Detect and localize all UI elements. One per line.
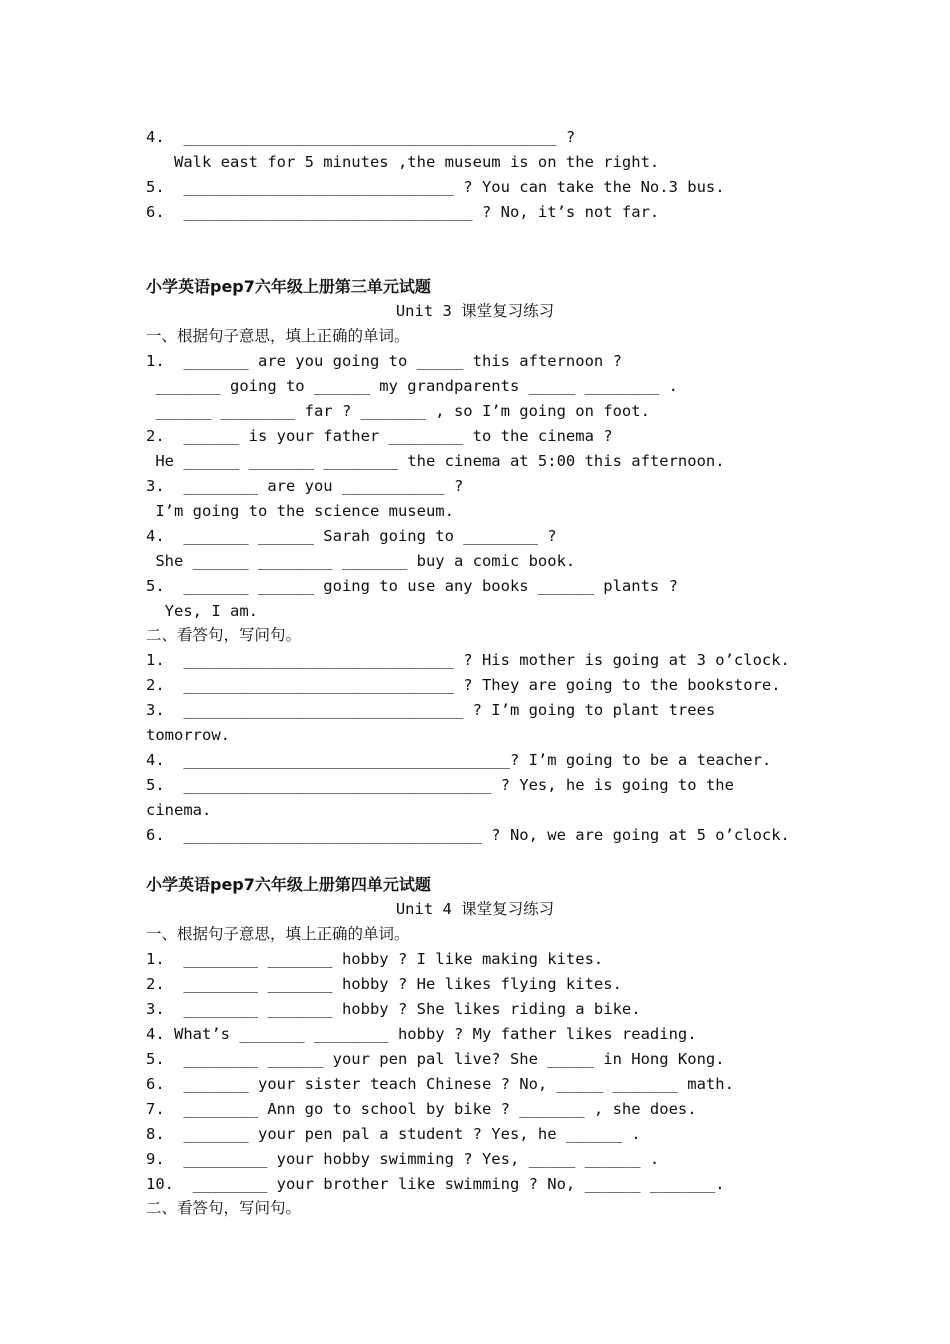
fill-line: She ______ ________ _______ buy a comic book. (146, 552, 576, 570)
fill-line: 1. ________ _______ hobby ? I like making kites. (146, 950, 604, 968)
fill-line: He ______ _______ ________ the cinema at 5:00 this afternoon. (146, 452, 725, 470)
fill-line: ______ ________ far ? _______ , so I’m going on foot. (146, 402, 650, 420)
unit3-part2-heading: 二、看答句，写问句。 (146, 626, 302, 644)
fill-line: _______ going to ______ my grandparents _____ ________ . (146, 377, 678, 395)
fill-line: 4. What’s _______ ________ hobby ? My father likes reading. (146, 1025, 697, 1043)
fill-line: 1. _______ are you going to _____ this afternoon ? (146, 352, 622, 370)
fill-line: 5. _______ ______ going to use any books ______ plants ? (146, 577, 678, 595)
question-line: cinema. (146, 801, 212, 819)
question-line: 6. ________________________________ ? No, we are going at 5 o’clock. (146, 826, 790, 844)
question-line: 5. _____________________________ ? You can take the No.3 bus. (146, 178, 725, 196)
fill-line: 4. _______ ______ Sarah going to ________ ? (146, 527, 557, 545)
unit4-title: 小学英语pep7六年级上册第四单元试题 (146, 875, 431, 894)
question-line: 6. _______________________________ ? No, it’s not far. (146, 203, 660, 221)
fill-line: 6. _______ your sister teach Chinese ? No, _____ _______ math. (146, 1075, 734, 1093)
fill-line: 2. ________ _______ hobby ? He likes flying kites. (146, 975, 622, 993)
unit4-subtitle: Unit 4 课堂复习练习 (395, 900, 555, 918)
question-line: 4. ___________________________________? I’m going to be a teacher. (146, 751, 772, 769)
unit3-subtitle: Unit 3 课堂复习练习 (395, 302, 555, 320)
fill-line: 9. _________ your hobby swimming ? Yes, _____ ______ . (146, 1150, 660, 1168)
question-line: tomorrow. (146, 726, 230, 744)
fill-line: 2. ______ is your father ________ to the cinema ? (146, 427, 613, 445)
unit4-part1-heading: 一、根据句子意思，填上正确的单词。 (146, 925, 410, 943)
fill-line: 3. ________ _______ hobby ? She likes riding a bike. (146, 1000, 641, 1018)
unit3-title: 小学英语pep7六年级上册第三单元试题 (146, 277, 431, 296)
question-line: 4. ________________________________________ ? (146, 128, 576, 146)
unit3-part1-heading: 一、根据句子意思，填上正确的单词。 (146, 327, 410, 345)
question-line: 3. ______________________________ ? I’m going to plant trees (146, 701, 716, 719)
fill-line: 5. ________ ______ your pen pal live? She _____ in Hong Kong. (146, 1050, 725, 1068)
fill-line: 7. ________ Ann go to school by bike ? _______ , she does. (146, 1100, 697, 1118)
question-line: 5. _________________________________ ? Yes, he is going to the (146, 776, 734, 794)
fill-line: Yes, I am. (146, 602, 258, 620)
unit4-part2-heading: 二、看答句，写问句。 (146, 1199, 302, 1217)
answer-line: Walk east for 5 minutes ,the museum is on the right. (146, 153, 660, 171)
fill-line: 8. _______ your pen pal a student ? Yes, he ______ . (146, 1125, 641, 1143)
question-line: 1. _____________________________ ? His mother is going at 3 o’clock. (146, 651, 790, 669)
fill-line: I’m going to the science museum. (146, 502, 454, 520)
fill-line: 10. ________ your brother like swimming ? No, ______ _______. (146, 1175, 725, 1193)
fill-line: 3. ________ are you ___________ ? (146, 477, 464, 495)
question-line: 2. _____________________________ ? They are going to the bookstore. (146, 676, 781, 694)
